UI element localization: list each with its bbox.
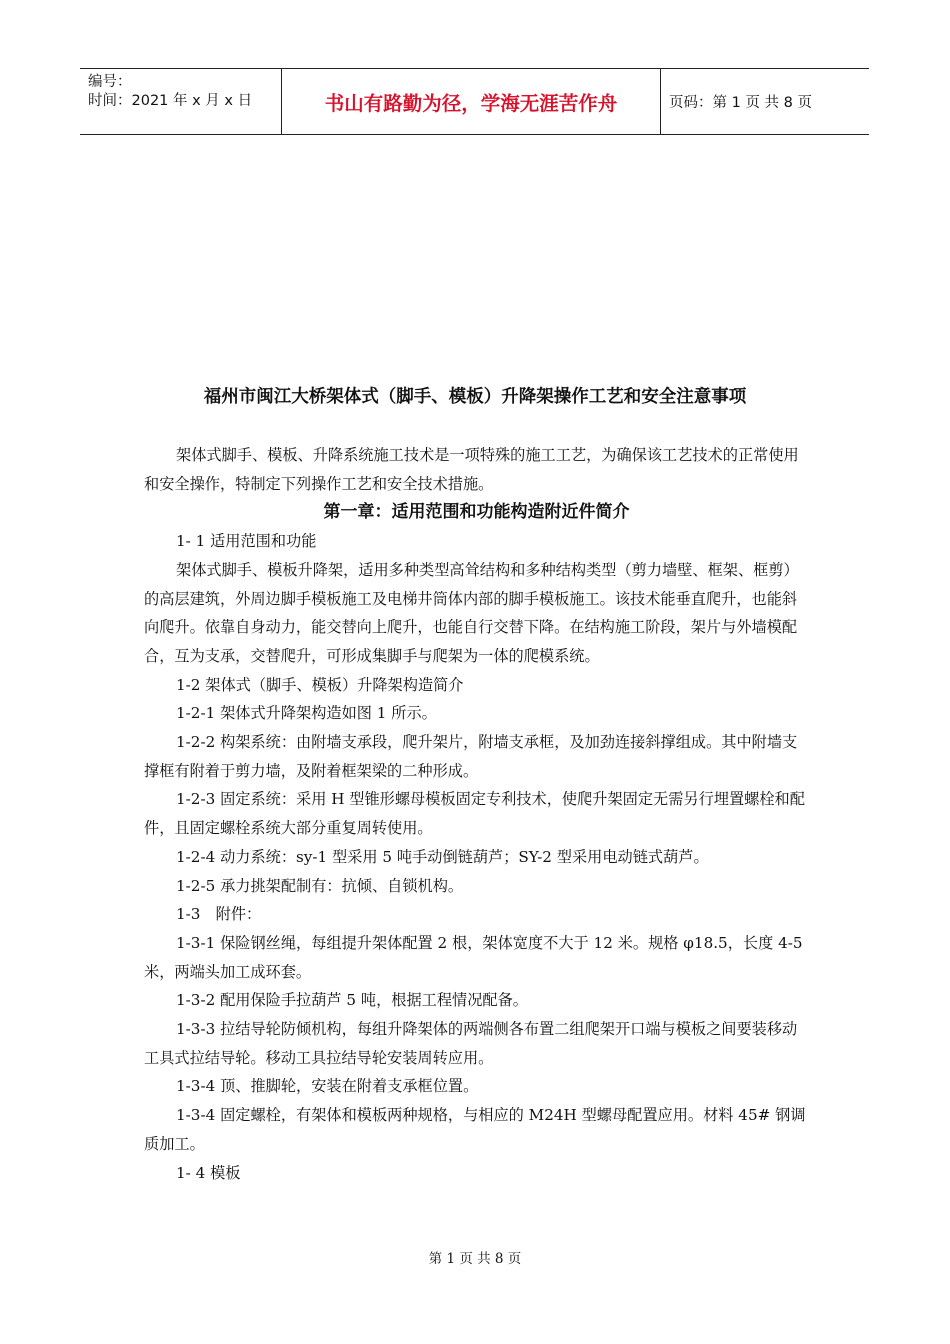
- section-heading: 1- 1 适用范围和功能: [176, 532, 317, 551]
- body-paragraph: 1-3-3 拉结导轮防倾机构，每组升降架体的两端侧各布置二组爬架开口端与模板之间要装移动工具式拉结导轮。移动工具拉结导轮安装周转应用。: [144, 1020, 798, 1067]
- document-title: 福州市闽江大桥架体式（脚手、模板）升降架操作工艺和安全注意事项: [203, 387, 747, 407]
- chapter-heading: 第一章：适用范围和功能构造附近件简介: [323, 502, 630, 523]
- body-paragraph: 1-2-5 承力挑架配制有：抗倾、自锁机构。: [176, 876, 464, 895]
- document-number-label: 编号：: [88, 74, 132, 90]
- body-paragraph: 1-3-4 顶、推脚轮，安装在附着支承框位置。: [176, 1077, 479, 1096]
- header-meta: [80, 69, 281, 134]
- header-page-label: 页码：第 1 页 共 8 页: [669, 95, 812, 111]
- section-heading: 1-2 架体式（脚手、模板）升降架构造简介: [176, 675, 464, 694]
- body-paragraph: 1-2-4 动力系统：sy-1 型采用 5 吨手动倒链葫芦；SY-2 型采用电动链式葫芦。: [176, 847, 709, 866]
- document-body: [144, 441, 809, 1187]
- body-paragraph: 1-3-4 固定螺栓，有架体和模板两种规格，与相应的 M24H 型螺母配置应用。材料 45# 钢调质加工。: [144, 1106, 806, 1153]
- document-header: [80, 68, 869, 135]
- body-paragraph: 1-2-3 固定系统：采用 H 型锥形螺母模板固定专利技术，使爬升架固定无需另行埋置螺栓和配件，且固定螺栓系统大部分重复周转使用。: [144, 790, 805, 838]
- body-paragraph: 架体式脚手、模板升降架，适用多种类型高耸结构和多种结构类型（剪力墙壁、框架、框剪）的高层建筑，外周边脚手模板施工及电梯井筒体内部的脚手模板施工。该技术能垂直爬升，也能斜向爬升。依靠自身动力，能交替向上爬升，也能自行交替下降。在结构施工阶段，架片与外墙模配合，互为支承，交替爬升，可形成集脚手与爬架为一体的爬模系统。: [144, 560, 799, 665]
- page-footer: 第 1 页 共 8 页: [428, 1251, 522, 1267]
- body-paragraph: 1-2-2 构架系统：由附墙支承段，爬升架片，附墙支承框，及加劲连接斜撑组成。其中附墙支撑框有附着于剪力墙，及附着框架梁的二种形成。: [144, 733, 798, 780]
- body-paragraph: 1-3-1 保险钢丝绳，每组提升架体配置 2 根，架体宽度不大于 12 米。规格 φ18.5，长度 4-5 米，两端头加工成环套。: [144, 933, 803, 981]
- body-paragraph: 1-3-2 配用保险手拉葫芦 5 吨，根据工程情况配备。: [176, 991, 528, 1010]
- intro-paragraph: 架体式脚手、模板、升降系统施工技术是一项特殊的施工工艺，为确保该工艺技术的正常使用和安全操作，特制定下列操作工艺和安全技术措施。: [144, 446, 799, 493]
- body-paragraph: 1-2-1 架体式升降架构造如图 1 所示。: [176, 704, 437, 723]
- section-heading: 1-3 附件：: [176, 905, 262, 924]
- document-date-label: 时间：2021 年 x 月 x 日: [88, 93, 253, 109]
- section-heading: 1- 4 模板: [176, 1163, 241, 1182]
- header-motto: 书山有路勤为径，学海无涯苦作舟: [281, 69, 661, 134]
